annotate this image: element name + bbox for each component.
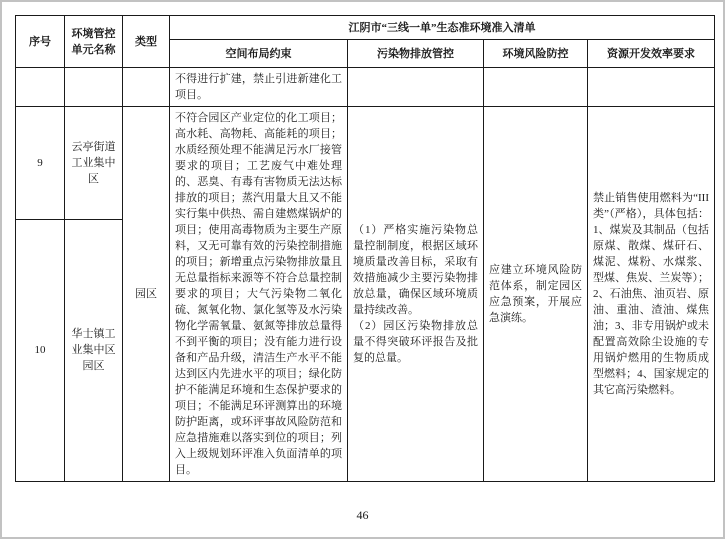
cell-name-9: 云亭街道工业集中区	[65, 107, 123, 220]
cell-risk-merged: 应建立环境风险防范体系，制定园区应急预案，开展应急演练。	[484, 107, 588, 482]
column-header-spatial: 空间布局约束	[170, 40, 348, 68]
cell-type-merged: 园区	[123, 107, 170, 482]
column-header-risk: 环境风险防控	[484, 40, 588, 68]
cell-serial-9: 9	[16, 107, 65, 220]
cell-name-empty	[65, 68, 123, 107]
table-header-row-1	[16, 16, 715, 40]
cell-type-empty	[123, 68, 170, 107]
cell-pollutant-empty	[348, 68, 484, 107]
column-header-resource: 资源开发效率要求	[588, 40, 715, 68]
cell-resource-merged: 禁止销售使用燃料为“III类”（严格），具体包括：1、煤炭及其制品（包括原煤、散煤、煤矸石、煤泥、煤粉、水煤浆、型煤、焦炭、兰炭等）；2、石油焦、油页岩、原油、重油、渣油、煤焦油；3、非专用锅炉或未配置高效除尘设施的专用锅炉燃用的生物质成型燃料；4、国家规定的其它高污染燃料。	[588, 107, 715, 482]
cell-serial-empty	[16, 68, 65, 107]
cell-spatial-continuation: 不得进行扩建，禁止引进新建化工项目。	[170, 68, 348, 107]
pollutant-paragraph-1: （1）严格实施污染物总量控制制度，根据区域环境质量改善目标，采取有效措施减少主要污染物排放总量，确保区域环境质量持续改善。	[353, 224, 478, 316]
cell-risk-empty	[484, 68, 588, 107]
cell-serial-10: 10	[16, 219, 65, 482]
access-list-table	[15, 15, 715, 482]
pollutant-paragraph-2: （2）园区污染物排放总量不得突破环评报告及批复的总量。	[353, 320, 478, 364]
column-header-pollutant: 污染物排放管控	[348, 40, 484, 68]
table-row-9	[16, 107, 715, 220]
page-number: 46	[356, 508, 369, 522]
column-header-unit-name: 环境管控单元名称	[65, 16, 123, 68]
table-row-continuation	[16, 68, 715, 107]
cell-name-10: 华士镇工业集中区园区	[65, 219, 123, 482]
table-title: 江阴市“三线一单”生态准环境准入清单	[170, 16, 715, 40]
cell-spatial-merged: 不符合园区产业定位的化工项目；高水耗、高物耗、高能耗的项目；水质经预处理不能满足污水厂接管要求的项目；工艺废气中难处理的、恶臭、有毒有害物质无法达标排放的项目；蒸汽用量大且又不能实行集中供热、需自建燃煤锅炉的项目；使用高毒物质为主要生产原料，又无可靠有效的污染控制措施的项目；新增重点污染物排放量且无总量指标来源等不符合总量控制要求的项目；大气污染物二氧化硫、氮氧化物、氯化氢等及水污染物化学需氧量、氨氮等排放总量得不到平衡的项目；没有能力进行设备和产品升级，清洁生产水平不能达到区内先进水平的项目；绿化防护不能满足环境和生态保护要求的项目；不能满足环评测算出的环境防护距离，或环评事故风险防范和应急措施难以落实到位的项目；列入上级规划环评准入负面清单的项目。	[170, 107, 348, 482]
cell-pollutant-merged	[348, 107, 484, 482]
cell-resource-empty	[588, 68, 715, 107]
column-header-type: 类型	[123, 16, 170, 68]
column-header-serial: 序号	[16, 16, 65, 68]
